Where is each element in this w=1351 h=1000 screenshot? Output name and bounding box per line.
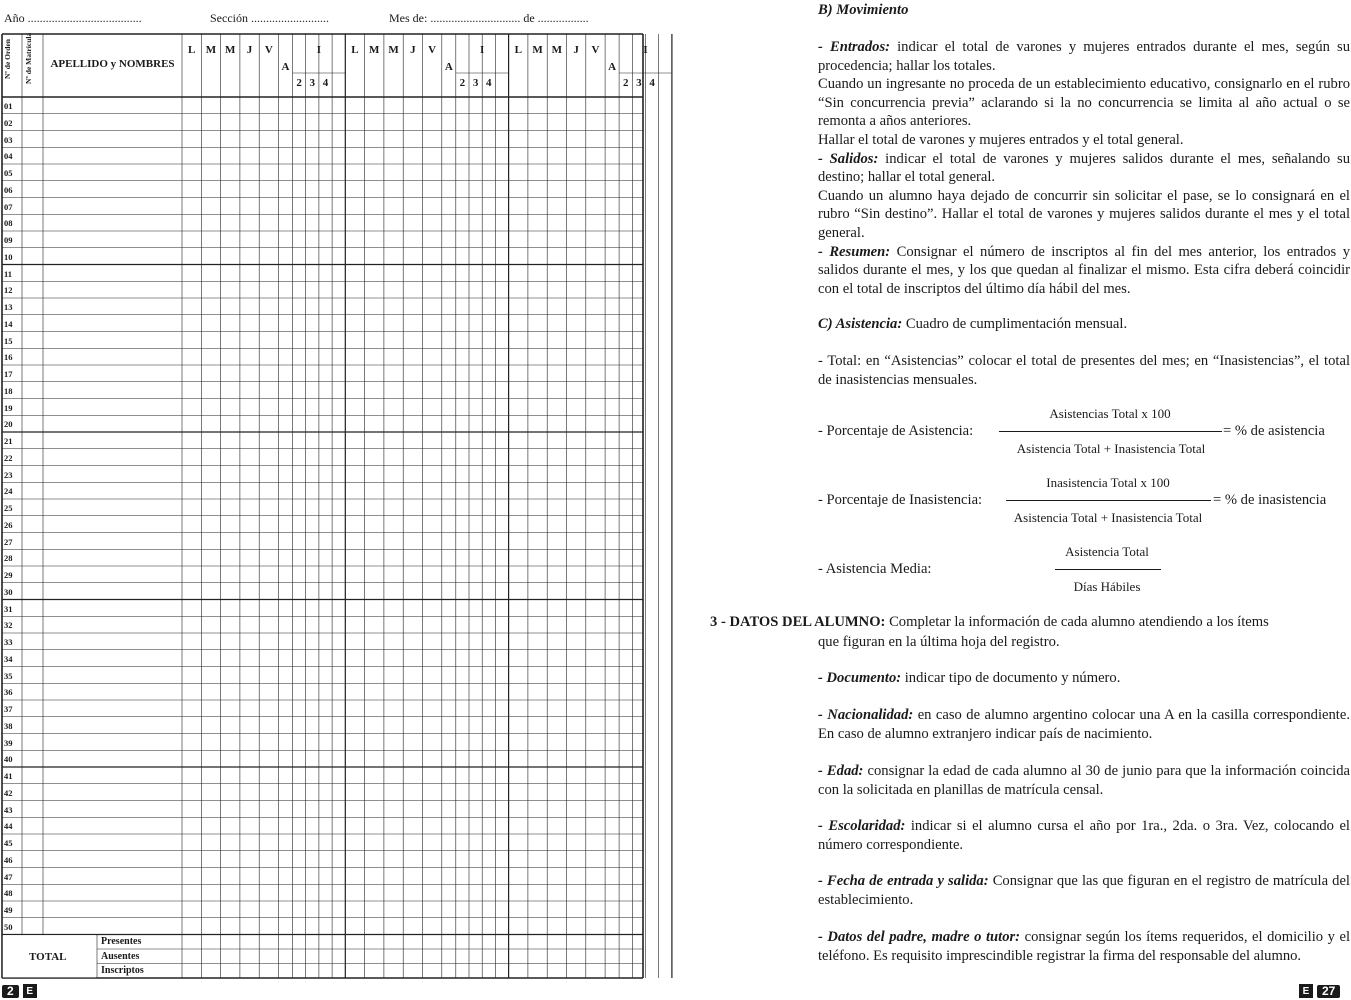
- formula-media-denominator: Días Hábiles: [1073, 579, 1141, 594]
- col-i-header-3: I: [643, 44, 648, 56]
- salidos-paragraph: - Salidos: indicar el total de varones y mujeres salidos durante el mes, señalando su destino; hallar el total general.: [818, 150, 1350, 186]
- total-label: TOTAL: [29, 951, 67, 963]
- row-number: 22: [4, 452, 13, 463]
- row-number: 15: [4, 335, 13, 346]
- row-number: 12: [4, 285, 13, 296]
- day-header-1-3: M: [225, 44, 236, 56]
- sin-concurrencia-paragraph: Cuando un ingresante no proceda de un establecimiento educativo, consignarlo en el rubro “Sin concurrencia previa” aclarando si la no concurrencia se limita al año actual o se remonta a años anteriores.: [818, 76, 1350, 130]
- entrados-paragraph: - Entrados: indicar el total de varones y mujeres entrados durante el mes, según su procedencia; hallar los totales.: [818, 39, 1351, 74]
- col-nombres-header: APELLIDO y NOMBRES: [50, 58, 175, 70]
- col-i-sub-1-2: 3: [309, 77, 316, 89]
- anio-field: Año ......................................: [4, 11, 142, 25]
- row-number: 19: [4, 402, 13, 413]
- row-number: 21: [4, 436, 13, 446]
- total-row-ausentes: Ausentes: [101, 950, 140, 962]
- col-i-sub-2-1: 2: [459, 77, 466, 89]
- row-number: 31: [4, 603, 13, 614]
- col-i-header-1: I: [316, 44, 322, 56]
- row-number: 27: [4, 536, 13, 547]
- section-3-title: 3 - DATOS DEL ALUMNO: Completar la información de cada alumno atendiendo a los ítems: [710, 614, 1269, 630]
- day-header-2-2: M: [369, 44, 380, 56]
- col-i-sub-3-2: 3: [636, 77, 642, 89]
- row-number: 14: [4, 318, 13, 329]
- documento-paragraph: - Documento: indicar tipo de documento y número.: [818, 670, 1121, 686]
- row-number: 33: [4, 637, 13, 647]
- row-number: 18: [4, 385, 13, 396]
- section-c: C) Asistencia: Cuadro de cumplimentación mensual.: [818, 316, 1128, 332]
- school-logo-icon: E: [23, 984, 37, 998]
- day-header-2-1: L: [351, 44, 359, 56]
- col-a-header-3: A: [608, 61, 617, 73]
- row-number: 09: [4, 235, 13, 245]
- formula-inasistencia-result: = % de inasistencia: [1213, 492, 1327, 508]
- formula-media-bar: [1055, 569, 1161, 570]
- row-number: 16: [4, 352, 13, 363]
- day-header-3-3: M: [551, 44, 563, 56]
- row-number: 20: [4, 419, 13, 430]
- col-i-sub-1-1: 2: [296, 77, 302, 89]
- row-number: 50: [4, 921, 13, 932]
- formula-asistencia-numerator: Asistencias Total x 100: [1049, 406, 1171, 421]
- fecha-paragraph: - Fecha de entrada y salida: Consignar que las que figuran en el registro de matrícula del establecimiento.: [818, 873, 1350, 908]
- row-number: 48: [4, 888, 13, 899]
- row-number: 02: [4, 117, 13, 128]
- school-logo-icon: E: [1299, 984, 1313, 998]
- row-number: 06: [4, 184, 13, 195]
- row-number: 17: [4, 369, 13, 379]
- row-number: 01: [4, 101, 13, 111]
- formula-inasistencia-denominator: Asistencia Total + Inasistencia Total: [1013, 510, 1203, 525]
- col-matricula-header: Nº de Matrícula: [24, 32, 33, 84]
- day-header-3-4: J: [573, 44, 579, 56]
- row-number: 39: [4, 737, 13, 748]
- row-number: 34: [4, 653, 13, 664]
- row-number: 40: [4, 754, 13, 765]
- row-number: 35: [4, 670, 13, 681]
- row-number: 10: [4, 251, 13, 262]
- row-number: 04: [4, 151, 13, 162]
- page-number-right: E 27: [1299, 984, 1340, 998]
- day-header-2-5: V: [428, 44, 437, 56]
- col-i-sub-2-3: 4: [486, 77, 492, 89]
- section-b-title: B) Movimiento: [818, 2, 909, 18]
- formula-media-numerator: Asistencia Total: [1065, 544, 1149, 559]
- row-number: 08: [4, 218, 13, 229]
- col-i-sub-1-3: 4: [322, 77, 329, 89]
- row-number: 43: [4, 804, 13, 815]
- page-number-left: 2 E: [2, 984, 37, 998]
- mes-field: Mes de: .............................. de .................: [389, 11, 589, 25]
- sin-destino-paragraph: Cuando un alumno haya dejado de concurrir sin solicitar el pase, se lo consignará en el rubro “Sin destino”. Hallar el total de varones y mujeres salidos durante el mes y el total general.: [818, 187, 1350, 241]
- row-number: 41: [4, 771, 13, 781]
- col-a-header-1: A: [281, 61, 290, 73]
- row-number: 05: [4, 168, 13, 178]
- resumen-paragraph: - Resumen: Consignar el número de inscriptos al fin del mes anterior, los entrados y salidos durante el mes, y los que quedan al finalizar el mismo. Esta cifra deberá coincidir con el total de inscriptos del último día hábil del mes.: [818, 243, 1350, 297]
- formula-inasistencia-bar: [1006, 500, 1211, 501]
- day-header-2-3: M: [388, 44, 399, 56]
- section-3-text: que figuran en la última hoja del registro.: [818, 634, 1060, 650]
- row-number: 44: [4, 821, 13, 832]
- hallar-total-paragraph: Hallar el total de varones y mujeres entrados y el total general.: [818, 131, 1184, 148]
- row-number: 37: [4, 704, 13, 714]
- row-number: 47: [4, 871, 13, 882]
- col-i-header-2: I: [480, 44, 485, 56]
- col-a-header-2: A: [444, 61, 453, 73]
- day-header-2-4: J: [410, 44, 416, 56]
- formula-asistencia-label: - Porcentaje de Asistencia:: [818, 423, 974, 439]
- total-row-presentes: Presentes: [101, 936, 142, 947]
- day-header-1-4: J: [246, 44, 253, 56]
- col-i-sub-2-2: 3: [472, 77, 479, 89]
- row-number: 30: [4, 586, 13, 597]
- row-number: 38: [4, 720, 13, 731]
- day-header-3-2: M: [532, 44, 543, 56]
- movimiento-text: [818, 38, 1350, 298]
- row-number: 13: [4, 302, 13, 312]
- total-paragraph: - Total: en “Asistencias” colocar el total de presentes del mes; en “Inasistencias”, el total de inasistencias mensuales.: [818, 353, 1350, 388]
- row-number: 45: [4, 838, 13, 848]
- total-row-inscriptos: Inscriptos: [101, 965, 144, 976]
- formula-asistencia-denominator: Asistencia Total + Inasistencia Total: [1016, 441, 1206, 456]
- row-number: 03: [4, 134, 13, 145]
- row-number: 36: [4, 687, 13, 698]
- row-number: 24: [4, 486, 13, 497]
- formula-asistencia-result: = % de asistencia: [1223, 423, 1325, 439]
- row-number: 25: [4, 503, 13, 513]
- day-header-1-5: V: [264, 44, 273, 56]
- day-header-3-5: V: [591, 44, 600, 56]
- formula-asistencia-bar: [999, 431, 1222, 432]
- day-header-1-2: M: [205, 44, 217, 56]
- day-header-3-1: L: [514, 44, 522, 56]
- col-orden-header: Nº de Orden: [3, 39, 12, 79]
- row-number: 07: [4, 201, 13, 212]
- row-number: 11: [4, 268, 13, 279]
- col-i-sub-3-1: 2: [622, 77, 629, 89]
- row-number: 29: [4, 570, 13, 580]
- row-number: 42: [4, 787, 13, 798]
- escolaridad-paragraph: - Escolaridad: indicar si el alumno cursa el año por 1ra., 2da. o 3ra. Vez, colocando el número correspondiente.: [818, 818, 1350, 853]
- nacionalidad-paragraph: - Nacionalidad: en caso de alumno argentino colocar una A en la casilla correspondiente. En caso de alumno extranjero indicar país de nacimiento.: [818, 707, 1350, 742]
- formula-inasistencia-label: - Porcentaje de Inasistencia:: [818, 492, 983, 508]
- edad-paragraph: - Edad: consignar la edad de cada alumno al 30 de junio para que la información coincida con la solicitada en planillas de matrícula censal.: [818, 763, 1350, 798]
- seccion-field: Sección ..........................: [210, 11, 329, 25]
- formula-inasistencia-numerator: Inasistencia Total x 100: [1046, 475, 1170, 490]
- col-i-sub-3-3: 4: [649, 77, 655, 89]
- row-number: 26: [4, 519, 13, 530]
- day-header-1-1: L: [187, 44, 196, 56]
- formula-media-label: - Asistencia Media:: [818, 561, 932, 577]
- padre-paragraph: - Datos del padre, madre o tutor: consignar según los ítems requeridos, el domicilio y el teléfono. Es requisito imprescindible registrar la firma del responsable del alumno.: [818, 929, 1351, 964]
- row-number: 23: [4, 469, 13, 480]
- row-number: 49: [4, 905, 13, 915]
- row-number: 28: [4, 553, 13, 564]
- row-number: 32: [4, 620, 13, 631]
- row-number: 46: [4, 854, 13, 865]
